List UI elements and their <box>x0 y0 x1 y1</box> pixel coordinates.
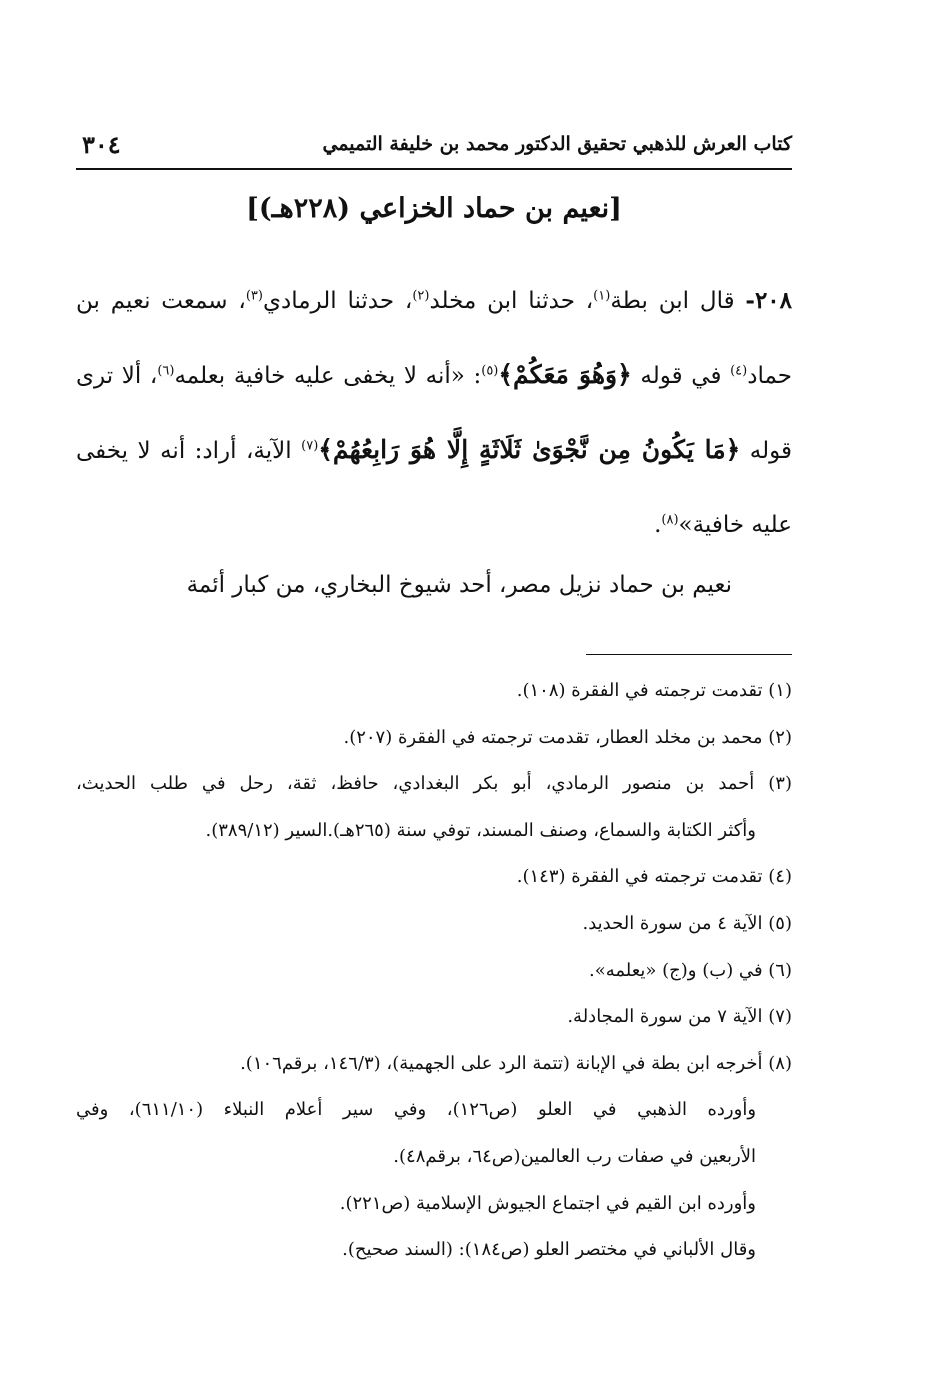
paragraph-208 <box>76 264 792 562</box>
footnote-ref-2: (٢) <box>412 288 430 304</box>
footnotes <box>76 668 792 1274</box>
footnote-ref-5: (٥) <box>481 363 499 379</box>
footnote-7: (٧) الآية ٧ من سورة المجادلة. <box>567 1006 792 1028</box>
footnote-ref-7: (٧) <box>301 438 319 454</box>
text-segment: . <box>654 512 662 538</box>
footnote-ref-1: (١) <box>593 288 611 304</box>
text-segment: قال ابن بطة <box>610 288 746 314</box>
footnote-ref-3: (٣) <box>245 288 263 304</box>
text-segment: ، سمعت نعيم بن حماد <box>76 288 792 389</box>
running-title: كتاب العرش للذهبي تحقيق الدكتور محمد بن خليفة التميمي <box>322 133 792 155</box>
paragraph-biography: نعيم بن حماد نزيل مصر، أحد شيوخ البخاري، من كبار أئمة <box>186 572 732 598</box>
footnote-2: (٢) محمد بن مخلد العطار، تقدمت ترجمته في الفقرة (٢٠٧). <box>343 726 792 748</box>
footnote-8-continued: وأورده الذهبي في العلو (ص١٢٦)، وفي سير أعلام النبلاء (٦١١/١٠)، وفي <box>76 1099 757 1121</box>
page-number: ٣٠٤ <box>82 129 121 159</box>
footnote-divider <box>586 654 792 655</box>
footnote-8-continued: وقال الألباني في مختصر العلو (ص١٨٤): (السند صحيح). <box>342 1239 756 1261</box>
text-segment: ، حدثنا الرمادي <box>262 288 413 314</box>
footnote-6: (٦) في (ب) و(ج) «يعلمه». <box>588 959 792 981</box>
footnote-4: (٤) تقدمت ترجمته في الفقرة (١٤٣). <box>516 866 792 888</box>
section-heading: [نعيم بن حماد الخزاعي (٢٢٨هـ)] <box>246 193 622 224</box>
text-segment: ، حدثنا ابن مخلد <box>429 288 594 314</box>
footnote-ref-8: (٨) <box>661 512 679 528</box>
text-segment: الآية، أراد: أنه لا يخفى عليه خافية» <box>76 438 792 538</box>
quran-verse-2: ﴿مَا يَكُونُ مِن نَّجْوَىٰ ثَلَاثَةٍ إِلَّا هُوَ رَابِعُهُمْ﴾ <box>318 435 741 464</box>
quran-verse-1: ﴿وَهُوَ مَعَكُمْ﴾ <box>498 360 632 389</box>
paragraph-number: ٢٠٨- <box>745 287 793 314</box>
footnote-3: (٣) أحمد بن منصور الرمادي، أبو بكر البغدادي، حافظ، ثقة، رحل في طلب الحديث، <box>76 773 792 795</box>
footnote-ref-4: (٤) <box>730 363 748 379</box>
footnote-8-continued: وأورده ابن القيم في اجتماع الجيوش الإسلامية (ص٢٢١). <box>339 1192 756 1214</box>
footnote-3-continued: وأكثر الكتابة والسماع، وصنف المسند، توفي سنة (٢٦٥هـ).السير (٣٨٩/١٢). <box>205 819 756 841</box>
footnote-ref-6: (٦) <box>157 363 175 379</box>
footnote-8-continued: الأربعين في صفات رب العالمين(ص٦٤، برقم٤٨). <box>393 1145 756 1167</box>
text-segment: : «أنه لا يخفى عليه خافية بعلمه <box>174 363 482 389</box>
text-segment: في قوله <box>631 363 731 389</box>
footnote-1: (١) تقدمت ترجمته في الفقرة (١٠٨). <box>516 680 792 701</box>
text-segment: ، ألا ترى قوله <box>76 363 793 464</box>
footnote-8: (٨) أخرجه ابن بطة في الإبانة (تتمة الرد على الجهمية)، (١٤٦/٣، برقم١٠٦). <box>240 1052 792 1074</box>
page-header <box>76 126 792 170</box>
footnote-5: (٥) الآية ٤ من سورة الحديد. <box>582 912 792 934</box>
